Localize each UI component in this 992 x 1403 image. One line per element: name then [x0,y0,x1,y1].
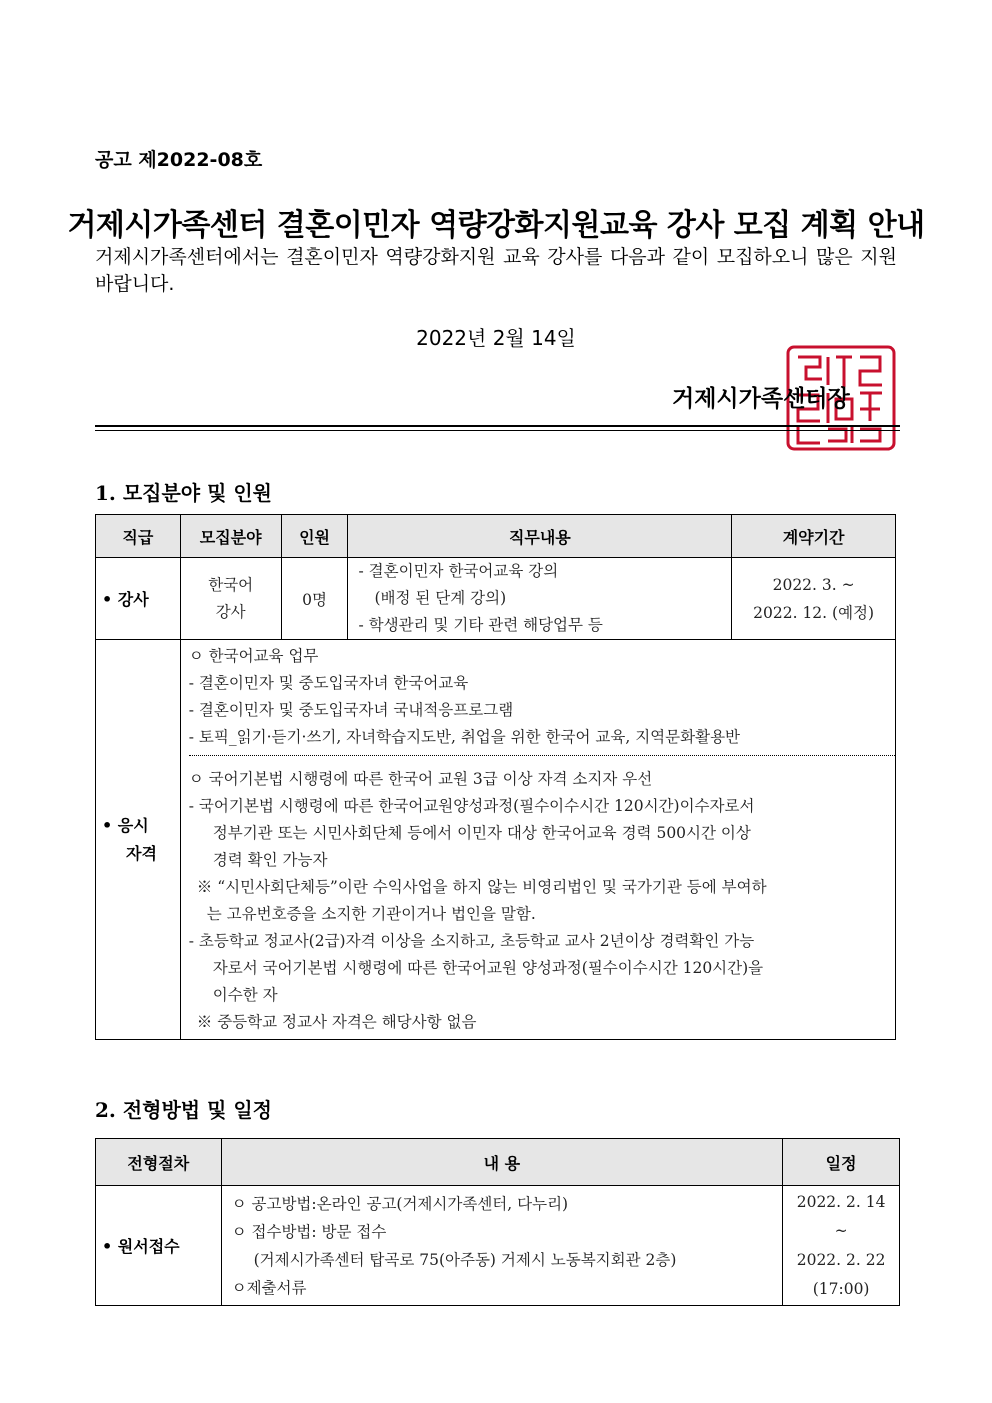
header-step: 전형절차 [96,1139,222,1186]
qual-line: - 결혼이민자 및 중도입국자녀 국내적응프로그램 [188,701,514,719]
qual-line: 경력 확인 가능자 [212,851,328,869]
qual-line: 는 고유번호증을 소지한 기관이거나 법인을 말함. [206,905,536,923]
page-title: 거제시가족센터 결혼이민자 역량강화지원교육 강사 모집 계획 안내 [67,208,925,243]
period-line: 2022. 12. (예정) [753,603,875,622]
divider [95,425,900,427]
table-row [96,1186,900,1306]
signer-name: 거제시가족센터장 [672,386,850,412]
content-cell [221,1186,783,1306]
schedule-line: 2022. 2. 22 [796,1250,886,1269]
header-period: 계약기간 [732,515,896,558]
field-line: 한국어 [208,575,254,594]
qual-line: ㅇ 한국어교육 업무 [188,647,319,665]
divider [95,430,900,431]
schedule-line: (17:00) [812,1279,870,1298]
schedule-cell [783,1186,900,1306]
notice-date: 2022년 2월 14일 [416,326,576,350]
field-line: 강사 [215,602,246,621]
qual-line: ※ 중등학교 정교사 자격은 해당사항 없음 [196,1013,477,1031]
qual-line: 자로서 국어기본법 시행령에 따른 한국어교원 양성과정(필수이수시간 120시간)을 [212,959,764,977]
rank-cell: • 강사 [96,558,181,640]
intro-text: 거제시가족센터에서는 결혼이민자 역량강화지원 교육 강사를 다음과 같이 모집하오니 많은 지원 바랍니다. [95,246,897,295]
header-duties: 직무내용 [348,515,732,558]
qual-line: - 국어기본법 시행령에 따른 한국어교원양성과정(필수이수시간 120시간)이수자로서 [188,797,755,815]
table-header-row [96,515,896,558]
duty-line: - 결혼이민자 한국어교육 강의 [358,562,559,580]
schedule-line: ~ [834,1221,848,1240]
duty-line: - 학생관리 및 기타 관련 해당업무 등 [358,616,603,634]
content-line: ㅇ제출서류 [231,1278,307,1297]
qual-line: ※ “시민사회단체등”이란 수익사업을 하지 않는 비영리법인 및 국가기관 등에 부여하 [196,878,767,896]
table-header-row [96,1139,900,1186]
header-schedule: 일정 [783,1139,900,1186]
section-2-title: 2. 전형방법 및 일정 [95,1098,273,1122]
schedule-line: 2022. 2. 14 [796,1192,886,1211]
content-line: (거제시가족센터 탑곡로 75(아주동) 거제시 노동복지회관 2층) [253,1250,677,1269]
qual-line: 이수한 자 [212,986,278,1004]
section-1-title: 1. 모집분야 및 인원 [95,481,273,505]
period-cell [732,558,896,640]
qual-line: - 초등학교 정교사(2급)자격 이상을 소지하고, 초등학교 교사 2년이상 경력확인 가능 [188,932,755,950]
recruitment-table [95,514,896,1040]
header-field: 모집분야 [180,515,281,558]
content-line: ㅇ 접수방법: 방문 접수 [231,1222,387,1241]
selection-table [95,1138,900,1306]
qualification-label-line: 자격 [126,843,157,863]
header-content: 내 용 [221,1139,783,1186]
qual-line: 정부기관 또는 시민사회단체 등에서 이민자 대상 한국어교육 경력 500시간 이상 [212,824,751,842]
qualification-label-line: • 응시 [102,815,149,835]
table-row [96,558,896,640]
notice-number: 공고 제2022-08호 [95,149,263,171]
qual-line: - 토픽_읽기·듣기·쓰기, 자녀학습지도반, 취업을 위한 한국어 교육, 지역문화활용반 [188,728,741,746]
duties-cell [348,558,732,640]
qualification-label [96,640,181,1040]
qual-line: - 결혼이민자 및 중도입국자녀 한국어교육 [188,674,469,692]
qualification-content [180,640,895,1040]
content-line: ㅇ 공고방법:온라인 공고(거제시가족센터, 다누리) [231,1194,569,1213]
step-cell: • 원서접수 [96,1186,222,1306]
duty-line: (배정 된 단계 강의) [374,589,507,607]
count-cell: 0명 [281,558,348,640]
field-cell [180,558,281,640]
header-rank: 직급 [96,515,181,558]
qual-line: ㅇ 국어기본법 시행령에 따른 한국어 교원 3급 이상 자격 소지자 우선 [188,770,653,788]
header-count: 인원 [281,515,348,558]
qualification-row [96,640,896,1040]
period-line: 2022. 3. ~ [772,575,855,594]
